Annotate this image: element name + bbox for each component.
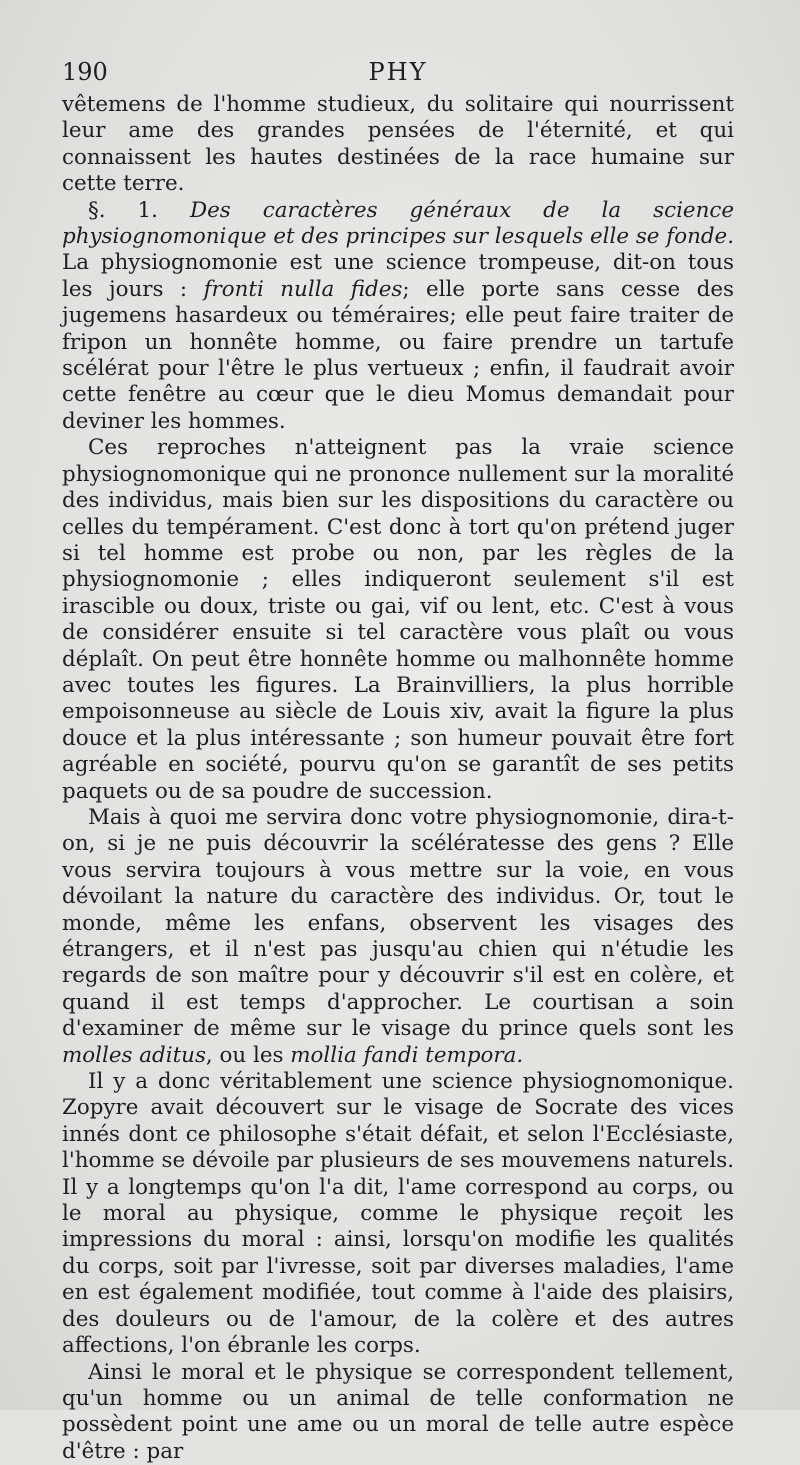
text-segment: vêtemens de l'homme studieux, du solitaire qui nourrissent leur ame des grandes pensées de l'éternité, et qui connaissent les hautes destinées de la race humaine sur cette terre. — [62, 92, 734, 196]
paragraph — [62, 92, 734, 198]
text-segment: ; elle porte sans cesse des jugemens hasardeux ou téméraires; elle peut faire traiter de fripon un honnête homme, ou faire prendre un tartufe scélérat pour l'être le plus vertueux ; enfin, il faudrait avoir cette fenêtre au cœur que le dieu Momus demandait pour deviner les hommes. — [62, 277, 734, 434]
text-segment: Ces reproches n'atteignent pas la vraie science physiognomonique qui ne prononce nullement sur la moralité des individus, mais bien sur les dispositions du caractère ou celles du tempérament. C'est donc à tort qu'on prétend juger si tel homme est probe ou non, par les règles de la physiognomonie ; elles indiqueront seulement s'il est irascible ou doux, triste ou gai, vif ou lent, etc. C'est à vous de considérer ensuite si tel caractère vous plaît ou vous déplaît. On peut être honnête homme ou malhonnête homme avec toutes les figures. La Brainvilliers, la plus horrible empoisonneuse au siècle de Louis xiv, avait la figure la plus douce et la plus intéressante ; son humeur pouvait être fort agréable en société, pourvu qu'on se garantît de ses petits paquets ou de sa poudre de succession. — [62, 435, 734, 803]
paragraph — [62, 1069, 734, 1359]
body-text — [62, 92, 734, 1465]
paragraph — [62, 1360, 734, 1465]
page-number: 190 — [62, 58, 108, 86]
text-segment: La physiognomonie est une science trompeuse, dit-on tous les jours : — [62, 250, 734, 301]
paragraph — [62, 198, 734, 436]
text-segment: , ou les — [206, 1043, 290, 1068]
italic-text: molles aditus — [62, 1043, 206, 1068]
paragraph — [62, 435, 734, 805]
text-segment: Ainsi le moral et le physique se correspondent tellement, qu'un homme ou un animal de telle conformation ne possèdent point une ame ou un moral de telle autre espèce d'être : par — [62, 1360, 734, 1464]
text-segment: Il y a donc véritablement une science physiognomonique. Zopyre avait découvert sur le visage de Socrate des vices innés dont ce philosophe s'était défait, et selon l'Ecclésiaste, l'homme se dévoile par plusieurs de ses mouvemens naturels. Il y a longtemps qu'on l'a dit, l'ame correspond au corps, ou le moral au physique, comme le physique reçoit les impressions du moral : ainsi, lorsqu'on modifie les qualités du corps, soit par l'ivresse, soit par diverses maladies, l'ame en est également modifiée, tout comme à l'aide des plaisirs, des douleurs ou de l'amour, de la colère et des autres affections, l'on ébranle les corps. — [62, 1069, 734, 1358]
text-segment: §. 1. — [88, 198, 190, 223]
italic-text: mollia fandi tempora. — [290, 1043, 523, 1068]
running-head: PHY — [62, 58, 734, 86]
text-segment: Mais à quoi me servira donc votre physiognomonie, dira-t-on, si je ne puis découvrir la scélératesse des gens ? Elle vous servira toujours à vous mettre sur la voie, en vous dévoilant la nature du caractère des individus. Or, tout le monde, même les enfans, observent les visages des étrangers, et il n'est pas jusqu'au chien qui n'étudie les regards de son maître pour y découvrir s'il est en colère, et quand il est temps d'approcher. Le courtisan a soin d'examiner de même sur le visage du prince quels sont les — [62, 805, 734, 1041]
page-header — [62, 58, 734, 94]
paragraph — [62, 805, 734, 1069]
italic-text: Des caractères généraux de la science physiognomonique et des principes sur lesquels elle se fonde. — [62, 198, 734, 249]
italic-text: fronti nulla fides — [204, 277, 403, 302]
